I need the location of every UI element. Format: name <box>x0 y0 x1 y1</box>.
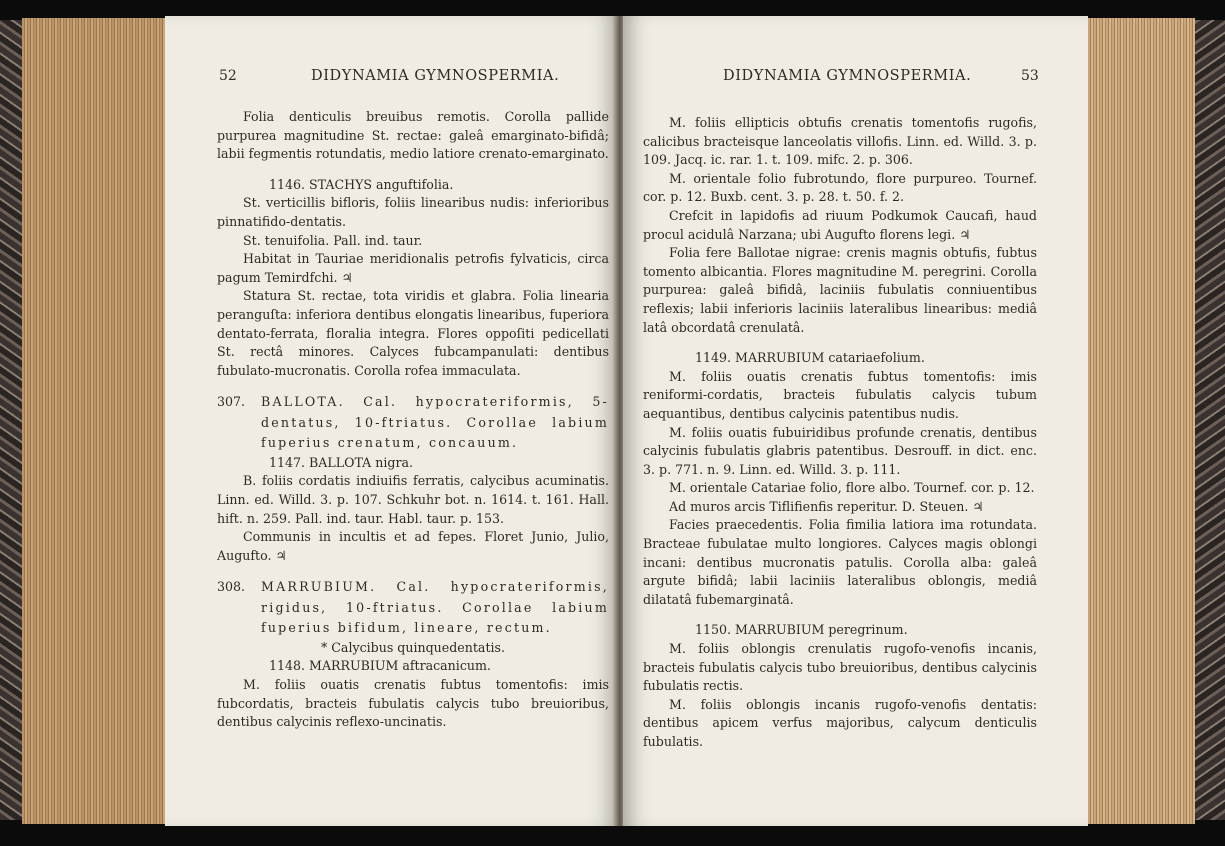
body-paragraph: Communis in incultis et ad fepes. Floret Junio, Julio, Augufto. ♃ <box>217 529 609 563</box>
left-page-edges <box>22 18 165 824</box>
body-paragraph: Ad muros arcis Tiflifienfis reperitur. D. Steuen. ♃ <box>669 498 984 514</box>
paragraph-spacer <box>643 609 1037 621</box>
right-cover-marbling <box>1195 20 1225 820</box>
body-paragraph: Crefcit in lapidofis ad riuum Podkumok Caucafi, haud procul acidulâ Narzana; ubi Augufto florens legi. ♃ <box>643 207 1037 242</box>
paragraph-spacer <box>643 337 1037 349</box>
left-page-number: 52 <box>219 68 237 84</box>
section-note: * Calycibus quinquedentatis. <box>321 639 505 655</box>
body-paragraph: M. foliis ellipticis obtufis crenatis tomentofis rugofis, calicibus bracteisque lanceolatis villofis. Linn. ed. Willd. 3. p. 109. Jacq. ic. rar. 1. t. 109. mifc. 2. p. 306. <box>643 115 1037 168</box>
body-paragraph: Statura St. rectae, tota viridis et glabra. Folia linearia peranguſta: inferiora dentibus elongatis linearibus, fuperiora dentato-ferrata, floralia integra. Flores oppoſiti pedicellati St. rectâ minores. Calyces fubcampanulati: dentibus fubulato-mucronatis. Corolla rofea immaculata. <box>217 288 609 378</box>
left-cover-marbling <box>0 20 22 820</box>
body-paragraph: M. foliis oblongis incanis rugofo-venofis dentatis: dentibus apicem verfus majoribus, calycum denticulis fubulatis. <box>643 696 1037 749</box>
left-running-header: DIDYNAMIA GYMNOSPERMIA. <box>311 68 560 84</box>
genus-heading <box>217 392 609 454</box>
species-heading: 1148. MARRUBIUM aftracanicum. <box>269 658 491 674</box>
body-paragraph: Habitat in Tauriae meridionalis petrofis fylvaticis, circa pagum Temirdfchi. ♃ <box>217 251 609 285</box>
paragraph-spacer <box>217 164 609 176</box>
body-paragraph: Facies praecedentis. Folia fimilia latiora ima rotundata. Bracteae fubulatae multo longiores. Calyces magis oblongi incani: dentibus mucronatis patulis. Corolla alba: galeâ argute bifidâ; labii laciniis lateralibus oblongis, mediâ dilatatâ fubemarginatâ. <box>643 517 1037 607</box>
right-page-number: 53 <box>1021 68 1039 84</box>
body-paragraph: St. tenuifolia. Pall. ind. taur. <box>243 232 423 248</box>
body-paragraph: Folia fere Ballotae nigrae: crenis magnis obtufis, fubtus tomento albicantia. Flores magnitudine M. peregrini. Corolla purpurea: galeâ bifidâ, laciniis fubulatis conniuentibus reflexis; labii inferioris laciniis lateralibus linearibus: mediâ latâ obcordatâ crenulatâ. <box>643 245 1037 335</box>
genus-number: 307. <box>217 394 246 410</box>
body-paragraph: M. foliis ouatis crenatis fubtus tomentofis: imis fubcordatis, bracteis fubulatis calycis tubo breuioribus, dentibus calycinis reflexo-uncinatis. <box>217 677 609 730</box>
body-paragraph: M. foliis oblongis crenulatis rugofo-venofis incanis, bracteis fubulatis calycis tubo breuioribus, dentibus calycinis fubulatis rectis. <box>643 641 1037 694</box>
species-heading: 1146. STACHYS anguftifolia. <box>269 176 454 192</box>
right-running-header: DIDYNAMIA GYMNOSPERMIA. <box>723 68 972 84</box>
genus-description: MARRUBIUM. Cal. hypocrateriformis, rigidus, 10-ftriatus. Corollae labium fuperius bifidum, lineare, rectum. <box>261 579 609 636</box>
body-paragraph: M. foliis ouatis crenatis fubtus tomentofis: imis reniformi-cordatis, bracteis fubulatis calycis tubum aequantibus, dentibus calycinis patentibus nudis. <box>643 368 1037 421</box>
body-paragraph: M. orientale Catariae folio, flore albo. Tournef. cor. p. 12. <box>669 480 1035 496</box>
right-page <box>623 16 1088 826</box>
left-page <box>165 16 617 826</box>
body-paragraph: Folia denticulis breuibus remotis. Corolla pallide purpurea magnitudine St. rectae: galeâ emarginato-bifidâ; labii fegmentis rotundatis, medio latiore crenato-emarginato. <box>217 109 609 162</box>
paragraph-spacer <box>217 565 609 577</box>
genus-heading <box>217 577 609 639</box>
paragraph-spacer <box>217 380 609 392</box>
species-heading: 1150. MARRUBIUM peregrinum. <box>695 622 908 638</box>
genus-description: BALLOTA. Cal. hypocrateriformis, 5-dentatus, 10-ftriatus. Corollae labium fuperius crenatum, concauum. <box>261 394 609 451</box>
left-text-column <box>217 108 609 732</box>
body-paragraph: M. orientale folio fubrotundo, flore purpureo. Tournef. cor. p. 12. Buxb. cent. 3. p. 28. t. 50. f. 2. <box>643 170 1037 205</box>
body-paragraph: St. verticillis bifloris, foliis linearibus nudis: inferioribus pinnatifido-dentatis. <box>217 195 609 229</box>
species-heading: 1147. BALLOTA nigra. <box>269 454 413 470</box>
body-paragraph: M. foliis ouatis fubuiridibus profunde crenatis, dentibus calycinis fubulatis glabris patentibus. Desrouff. in dict. enc. 3. p. 771. n. 9. Linn. ed. Willd. 3. p. 111. <box>643 424 1037 477</box>
right-text-column <box>643 114 1037 752</box>
right-page-edges <box>1088 18 1195 824</box>
genus-number: 308. <box>217 579 246 595</box>
body-paragraph: B. foliis cordatis indiuifis ferratis, calycibus acuminatis. Linn. ed. Willd. 3. p. 107. Schkuhr bot. n. 1614. t. 161. Hall. hift. n. 259. Pall. ind. taur. Habl. taur. p. 153. <box>217 473 609 526</box>
species-heading: 1149. MARRUBIUM catariaefolium. <box>695 350 925 366</box>
